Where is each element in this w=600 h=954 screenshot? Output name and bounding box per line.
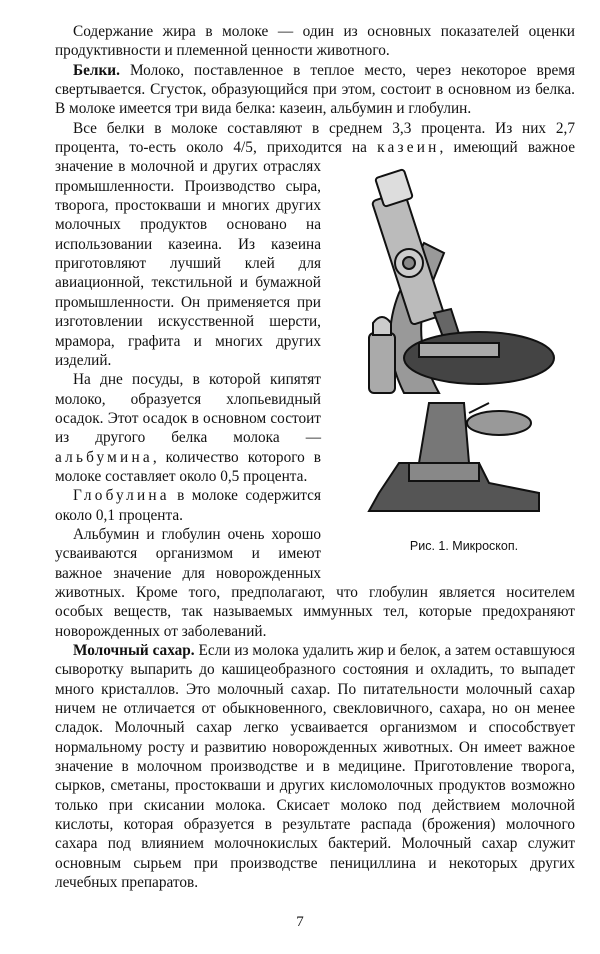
milk-sugar-paragraph [55, 641, 575, 892]
proteins-text-3a: На дне посуды, в которой кипятят молоко, образуется хлопьевидный осадок. Этот осадок в основном состоит из другого белка молока — [55, 371, 321, 447]
proteins-paragraph-1 [55, 61, 575, 119]
casein-term: казеин [377, 139, 440, 157]
proteins-text-4: в молоке содержится около 0,1 процента. [55, 487, 321, 524]
globulin-term: Глобулина [73, 487, 170, 505]
page-number: 7 [296, 914, 304, 930]
intro-paragraph: Содержание жира в молоке — один из основных показателей оценки продуктивности и племенной ценности животного. [55, 23, 575, 60]
proteins-heading: Белки. [73, 61, 120, 79]
figure-caption: Рис. 1. Микроскоп. [409, 539, 519, 554]
proteins-text-3b: , количество которого в молоке составляет около 0,5 процента. [55, 448, 321, 485]
figure-microscope [335, 157, 575, 572]
proteins-text-2b: , приходится на [252, 139, 378, 157]
body-text [55, 22, 575, 892]
microscope-illustration [339, 163, 571, 531]
milk-sugar-text: Если из молока удалить жир и белок, а затем оставшуюся сыворотку выпарить до кашицеобразного состояния и охладить, то выпадет много кристаллов. Это молочный сахар. По питательности молочный сахар ничем не отличается от обыкновенного, свекловичного, сахара, но он менее сладок. Молочный сахар легко усваивается организмом и способствует нормальному росту и развитию новорожденных животных. Он имеет важное значение в молочном производстве и в медицине. Приготовление творога, сырков, сметаны, простокваши и других кисломолочных продуктов возможно только при скисании молока. Скисает молоко под действием молочной кислоты, которая образуется в результате распада (брожения) молочного сахара под влиянием молочнокислых бактерий. Молочный сахар служит основным сырьем при производстве пенициллина и некоторых других лечебных препаратов. [55, 642, 575, 892]
proteins-text-2a: Все белки в молоке составляют в среднем 3,3 процента. Из них 2,7 процента, то-есть около [55, 119, 575, 157]
albumin-term: альбумина [55, 448, 153, 466]
proteins-text-2c-rest: важное значение в молочной и других отраслях промышленности. Производство сыра, творога, простокваши и многих других молочных продуктов основано на использовании казеина. Из казеина приготовляют лучший клей для авиационной, текстильной и бумажной промышленности. Он применяется при изготовлении искусственной шерсти, мрамора, графита и многих других изделий. [55, 139, 576, 369]
proteins-text-2c-head: , имеющий [439, 139, 518, 157]
proteins-text-1: Молоко, поставленное в теплое место, через некоторое время свертывается. Сгусток, образующийся при этом, состоит в основном из белка. В молоке имеется три вида белка: казеин, альбумин и глобулин. [55, 61, 575, 118]
proteins-paragraph-5: Альбумин и глобулин очень хорошо усваиваются организмом и имеют важное значение для новорожденных животных. Кроме того, предполагают, что глобулин является носителем особых веществ, так называемых иммунных тел, которые предохраняют новорожденных от заболеваний. [55, 525, 575, 640]
fraction: 4/5 [233, 139, 253, 157]
milk-sugar-heading: Молочный сахар. [73, 642, 195, 659]
